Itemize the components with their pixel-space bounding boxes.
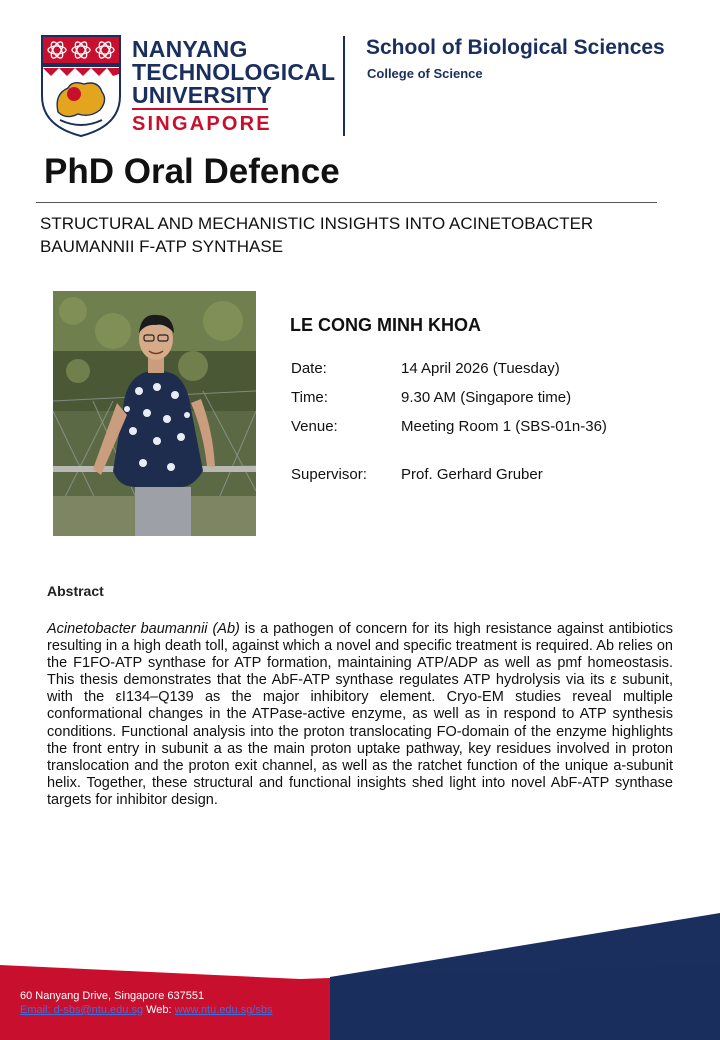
time-value: 9.30 AM (Singapore time) [401,389,572,406]
supervisor-value: Prof. Gerhard Gruber [401,466,543,483]
email-link[interactable]: Email: d-sbs@ntu.edu.sg [20,1004,144,1016]
footer-address: 60 Nanyang Drive, Singapore 637551 [20,990,205,1002]
time-label: Time: [291,389,328,406]
web-label: Web: [143,1004,175,1016]
abstract-species-name: Acinetobacter baumannii (Ab) [47,621,240,637]
university-name-line-4: SINGAPORE [132,113,272,135]
abstract-heading: Abstract [47,583,104,599]
footer-contact [20,1004,273,1016]
supervisor-label: Supervisor: [291,466,367,483]
date-label: Date: [291,360,327,377]
university-name-line-1: NANYANG [132,36,248,62]
candidate-photo [53,291,256,536]
thesis-title: STRUCTURAL AND MECHANISTIC INSIGHTS INTO ACINETOBACTER BAUMANNII F-ATP SYNTHASE [40,214,594,256]
footer-banner [0,905,720,1040]
event-title: PhD Oral Defence [44,152,340,191]
university-red-rule [132,108,268,110]
university-name-line-2: TECHNOLOGICAL [132,59,336,85]
abstract-text: is a pathogen of concern for its high resistance against antibiotics resulting in a high death toll, against which a novel and specific treatment is required. Ab relies on the F1FO-ATP synthase for ATP formation, maintaining ATP/ADP as well as pmf homeostasis. This thesis demonstrates that the AbF-ATP synthase regulates ATP hydrolysis via its ε subunit, with the εI134–Q139 as the major inhibitory element. Cryo-EM studies reveal multiple conformational changes in the ATPase-active enzyme, as well as in respond to ATP synthesis conditions. Functional analysis into the proton translocating FO-domain of the enzyme highlights the front entry in subunit a as the main proton uptake pathway, key residues involved in proton translocation and the proton exit channel, as well as the ratchet function of the unique a-subunit helix. Together, these structural and functional insights shed light into novel AbF-ATP synthase targets for inhibitor design. [47,621,673,808]
venue-label: Venue: [291,418,338,435]
ntu-crest-logo [40,34,122,138]
date-value: 14 April 2026 (Tuesday) [401,360,560,377]
university-name-line-3: UNIVERSITY [132,82,273,108]
school-name: School of Biological Sciences [366,36,665,59]
venue-value: Meeting Room 1 (SBS-01n-36) [401,418,607,435]
college-name: College of Science [367,66,483,81]
website-link[interactable]: www.ntu.edu.sg/sbs [174,1004,273,1016]
title-divider [36,202,657,203]
candidate-name: LE CONG MINH KHOA [290,315,481,335]
abstract-body [47,621,673,809]
logo-divider [343,36,345,136]
